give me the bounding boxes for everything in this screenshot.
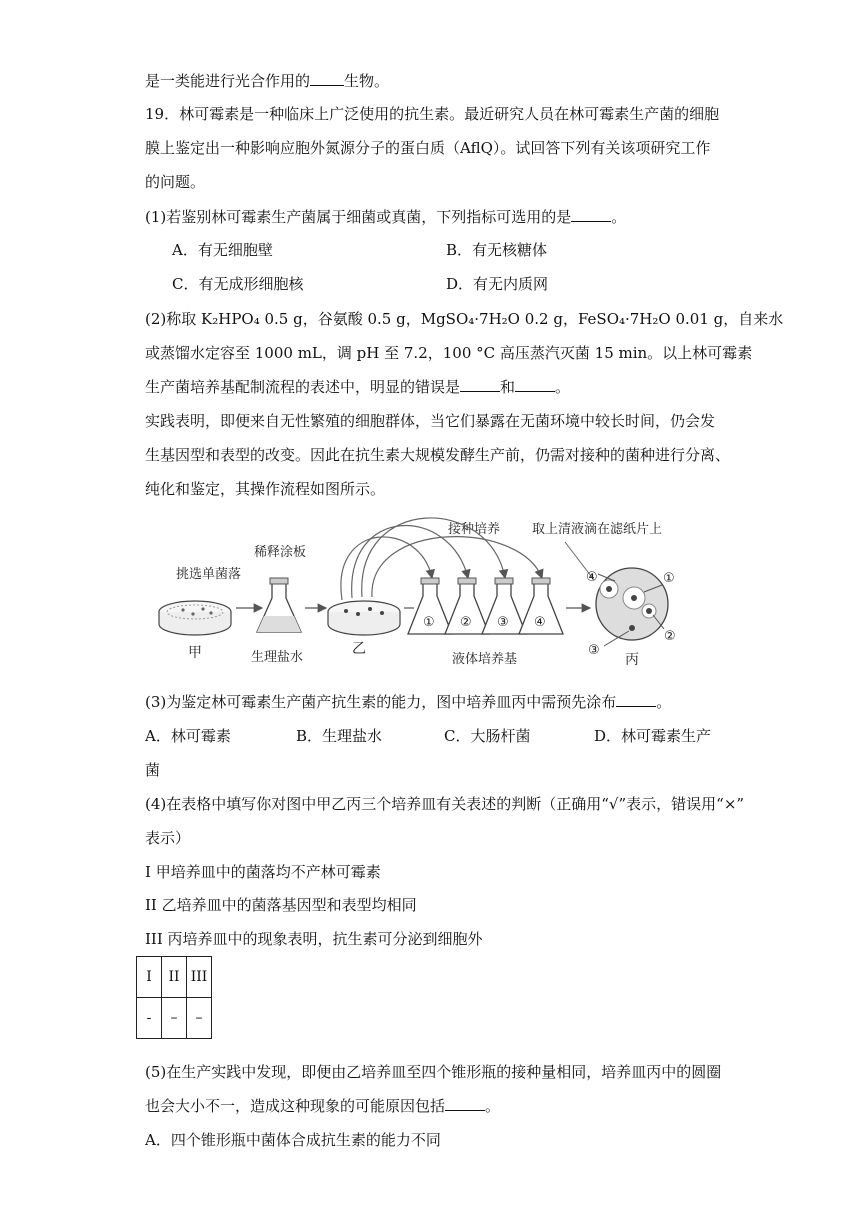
table-header-1: I xyxy=(137,957,162,998)
option-3d: D．林可霉素生产 xyxy=(594,727,712,745)
flask-number-4: ④ xyxy=(534,615,546,630)
saline-flask xyxy=(257,578,301,632)
statement-2: II 乙培养皿中的菌落基因型和表型均相同 xyxy=(145,896,417,914)
liquid-flask-3 xyxy=(482,578,526,634)
disc-number-1: ① xyxy=(663,571,675,586)
question-2: (2)称取 K₂HPO₄ 0.5 g，谷氨酸 0.5 g，MgSO₄·7H₂O 0.2 g，FeSO₄·7H₂O 0.01 g，自来水 xyxy=(145,310,784,328)
option-3d-wrap: 菌 xyxy=(145,761,161,779)
label-dilute: 稀释涂板 xyxy=(254,545,307,560)
question-3: (3)为鉴定林可霉素生产菌产抗生素的能力，图中培养皿丙中需预先涂布 。 xyxy=(145,693,672,711)
label-jia: 甲 xyxy=(188,645,202,661)
liquid-flask-1 xyxy=(408,578,452,634)
petri-dish-bing xyxy=(596,568,668,646)
disc-number-3: ③ xyxy=(588,643,600,658)
paragraph-line-3: 纯化和鉴定，其操作流程如图所示。 xyxy=(145,480,386,498)
label-saline: 生理盐水 xyxy=(251,650,304,665)
label-inoculate: 接种培养 xyxy=(448,522,501,537)
answer-table xyxy=(136,956,212,1039)
question-1: (1)若鉴别林可霉素生产菌属于细菌或真菌，下列指标可选用的是 。 xyxy=(145,208,627,226)
table-header-3: III xyxy=(187,957,212,998)
table-cell-1[interactable]: - xyxy=(137,998,162,1039)
flask-number-3: ③ xyxy=(497,615,509,630)
flask-number-2: ② xyxy=(460,615,472,630)
label-bing: 丙 xyxy=(625,652,639,668)
label-take: 取上清液滴在滤纸片上 xyxy=(532,522,663,537)
question-2-line-3: 生产菌培养基配制流程的表述中，明显的错误是 和 。 xyxy=(145,378,571,396)
answer-blank[interactable] xyxy=(445,1096,485,1111)
disc-number-2: ② xyxy=(664,629,676,644)
paragraph-line-2: 生基因型和表型的改变。因此在抗生素大规模发酵生产前，仍需对接种的菌种进行分离、 xyxy=(145,446,731,464)
option-1d: D．有无内质网 xyxy=(446,275,549,293)
statement-3: III 丙培养皿中的现象表明，抗生素可分泌到细胞外 xyxy=(145,930,483,948)
option-3c: C．大肠杆菌 xyxy=(444,727,531,745)
question-5-line-2: 也会大小不一，造成这种现象的可能原因包括 。 xyxy=(145,1097,501,1115)
question-19-intro: 19．林可霉素是一种临床上广泛使用的抗生素。最近研究人员在林可霉素生产菌的细胞 xyxy=(145,105,720,123)
question-4: (4)在表格中填写你对图中甲乙丙三个培养皿有关表述的判断（正确用“√”表示，错误用“×” xyxy=(145,795,745,813)
question-19-intro-2: 膜上鉴定出一种影响应胞外氮源分子的蛋白质（AflQ）。试回答下列有关该项研究工作 xyxy=(145,139,711,157)
option-1c: C．有无成形细胞核 xyxy=(172,275,304,293)
option-3b: B．生理盐水 xyxy=(296,727,383,745)
option-5a: A．四个锥形瓶中菌体合成抗生素的能力不同 xyxy=(145,1131,441,1149)
flask-number-1: ① xyxy=(423,615,435,630)
paragraph-line-1: 实践表明，即便来自无性繁殖的细胞群体，当它们暴露在无菌环境中较长时间，仍会发 xyxy=(145,412,716,430)
text-line-1: 是一类能进行光合作用的 生物。 xyxy=(145,72,390,90)
label-yi: 乙 xyxy=(352,641,366,657)
table-cell-3[interactable]: – xyxy=(187,998,212,1039)
label-liquid: 液体培养基 xyxy=(452,652,518,667)
answer-blank[interactable] xyxy=(616,692,656,707)
petri-dish-yi xyxy=(328,601,400,635)
option-1a: A．有无细胞壁 xyxy=(172,241,273,259)
disc-number-4: ④ xyxy=(586,570,598,585)
question-5: (5)在生产实践中发现，即便由乙培养皿至四个锥形瓶的接种量相同，培养皿丙中的圆圈 xyxy=(145,1063,722,1081)
liquid-flask-4 xyxy=(519,578,563,634)
question-2-line-2: 或蒸馏水定容至 1000 mL，调 pH 至 7.2，100 °C 高压蒸汽灭菌 15 min。以上林可霉素 xyxy=(145,344,753,362)
petri-dish-jia xyxy=(159,601,231,635)
option-3a: A．林可霉素 xyxy=(145,727,231,745)
question-4-line-2: 表示） xyxy=(145,829,191,847)
statement-1: I 甲培养皿中的菌落均不产林可霉素 xyxy=(145,863,381,881)
label-pick: 挑选单菌落 xyxy=(176,567,242,582)
question-19-intro-3: 的问题。 xyxy=(145,173,206,191)
liquid-flask-2 xyxy=(445,578,489,634)
table-cell-2[interactable]: – xyxy=(162,998,187,1039)
table-header-2: II xyxy=(162,957,187,998)
option-1b: B．有无核糖体 xyxy=(446,241,548,259)
